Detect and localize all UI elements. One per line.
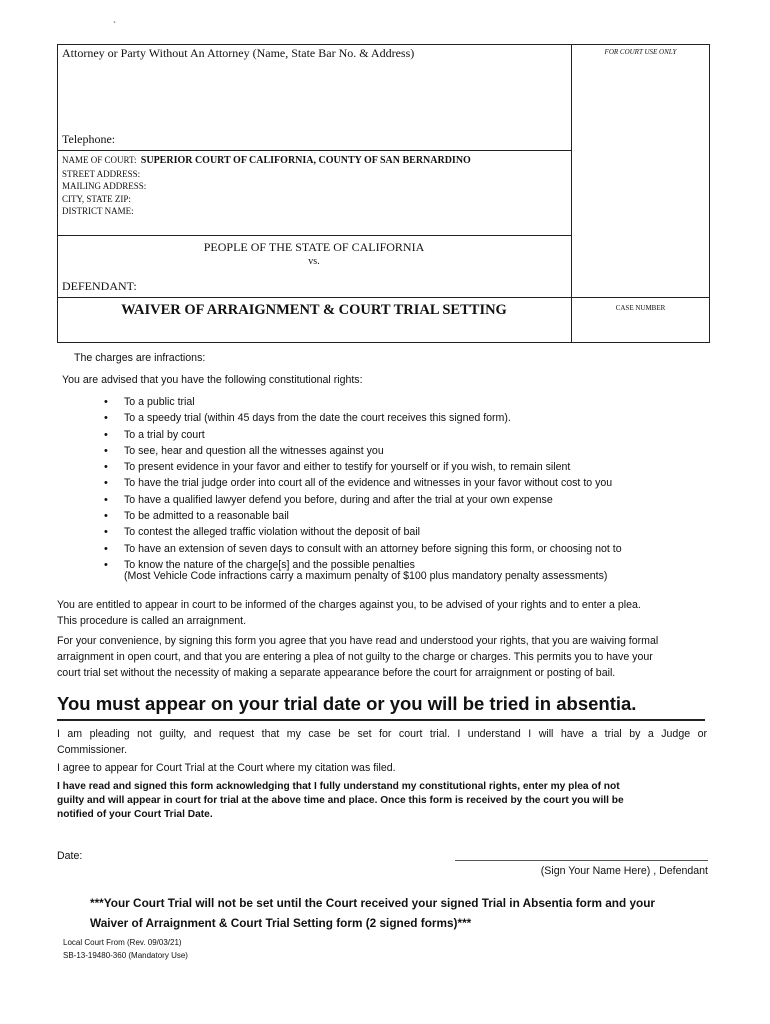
district-name-label: DISTRICT NAME: bbox=[62, 206, 134, 216]
list-item: • To contest the alleged traffic violation without the deposit of bail bbox=[104, 524, 622, 540]
court-name-label: NAME OF COURT: bbox=[62, 155, 137, 165]
court-use-label: FOR COURT USE ONLY bbox=[604, 48, 677, 56]
list-item: • To a public trial bbox=[104, 394, 622, 410]
ack-line-3: notified of your Court Trial Date. bbox=[57, 809, 213, 820]
court-info bbox=[62, 154, 471, 218]
list-item: • To know the nature of the charge[s] and the possible penalties bbox=[104, 557, 622, 573]
pleading-line-1: I am pleading not guilty, and request that my case be set for court trial. I understand I will have a trial by a Judge or bbox=[57, 728, 707, 740]
entitled-line-1: You are entitled to appear in court to be informed of the charges against you, to be advised of your rights and to enter a plea. bbox=[57, 599, 641, 611]
notice-line-2: Waiver of Arraignment & Court Trial Setting form (2 signed forms)*** bbox=[90, 916, 472, 930]
notice-text bbox=[90, 893, 655, 933]
people-line: PEOPLE OF THE STATE OF CALIFORNIA bbox=[203, 240, 425, 254]
case-number-label: CASE NUMBER bbox=[615, 304, 666, 312]
list-item: • To have a qualified lawyer defend you before, during and after the trial at your own expense bbox=[104, 492, 622, 508]
charges-text: The charges are infractions: bbox=[74, 352, 206, 364]
entitled-line-2: This procedure is called an arraignment. bbox=[57, 615, 247, 627]
signature-line[interactable] bbox=[455, 860, 708, 861]
agree-text: I agree to appear for Court Trial at the Court where my citation was filed. bbox=[57, 762, 396, 774]
form-footer bbox=[63, 936, 188, 962]
form-title: WAIVER OF ARRAIGNMENT & COURT TRIAL SETTING bbox=[121, 302, 507, 318]
list-item: • To see, hear and question all the witnesses against you bbox=[104, 443, 622, 459]
mailing-address-label: MAILING ADDRESS: bbox=[62, 181, 147, 191]
date-label: Date: bbox=[57, 850, 83, 862]
convenience-line-3: court trial set without the necessity of making a separate appearance before the court for arraignment or posting of bail. bbox=[57, 667, 616, 679]
defendant-label: DEFENDANT: bbox=[62, 279, 137, 293]
ack-line-1: I have read and signed this form acknowledging that I fully understand my constitutional rights, enter my plea of not bbox=[57, 781, 620, 792]
list-item: • To present evidence in your favor and either to testify for yourself or if you wish, to remain silent bbox=[104, 459, 622, 475]
entitled-paragraph bbox=[57, 597, 707, 629]
attorney-label: Attorney or Party Without An Attorney (Name, State Bar No. & Address) bbox=[62, 46, 415, 60]
convenience-line-2: arraignment in open court, and that you are entering a plea of not guilty to the charge or charges. This permits you to have your bbox=[57, 651, 653, 663]
rights-list bbox=[104, 394, 622, 573]
absentia-heading: You must appear on your trial date or you will be tried in absentia. bbox=[57, 693, 637, 714]
heading-rule bbox=[57, 719, 705, 721]
telephone-label: Telephone: bbox=[62, 132, 116, 146]
pleading-paragraph bbox=[57, 726, 707, 758]
list-item: • To have the trial judge order into court all of the evidence and witnesses in your favor without cost to you bbox=[104, 475, 622, 491]
advised-text: You are advised that you have the following constitutional rights: bbox=[62, 374, 363, 386]
ack-line-2: guilty and will appear in court for trial at the above time and place. Once this form is received by the court you will be bbox=[57, 795, 624, 806]
court-name-value: SUPERIOR COURT OF CALIFORNIA, COUNTY OF SAN BERNARDINO bbox=[140, 155, 471, 166]
notice-line-1: ***Your Court Trial will not be set until the Court received your signed Trial in Absentia form and your bbox=[90, 896, 656, 910]
list-item: • To a speedy trial (within 45 days from the date the court receives this signed form). bbox=[104, 410, 622, 426]
versus-line: vs. bbox=[308, 256, 320, 267]
list-item: • To a trial by court bbox=[104, 427, 622, 443]
pleading-line-2: Commissioner. bbox=[57, 744, 128, 756]
street-address-label: STREET ADDRESS: bbox=[62, 168, 141, 179]
city-state-zip-label: CITY, STATE ZIP: bbox=[62, 193, 131, 204]
stray-mark: ` bbox=[113, 20, 116, 30]
rights-note: (Most Vehicle Code infractions carry a maximum penalty of $100 plus mandatory penalty assessments) bbox=[124, 570, 608, 582]
footer-revision: Local Court From (Rev. 09/03/21) bbox=[63, 938, 182, 947]
acknowledgment-paragraph bbox=[57, 780, 707, 822]
footer-form-number: SB-13-19480-360 (Mandatory Use) bbox=[63, 951, 188, 960]
convenience-paragraph bbox=[57, 633, 707, 681]
convenience-line-1: For your convenience, by signing this form you agree that you have read and understood your rights, that you are waiving formal bbox=[57, 635, 659, 647]
signature-label: (Sign Your Name Here) , Defendant bbox=[540, 865, 708, 877]
list-item: • To be admitted to a reasonable bail bbox=[104, 508, 622, 524]
court-name-row bbox=[62, 154, 471, 168]
list-item: • To have an extension of seven days to consult with an attorney before signing this form, or choosing not to bbox=[104, 541, 622, 557]
